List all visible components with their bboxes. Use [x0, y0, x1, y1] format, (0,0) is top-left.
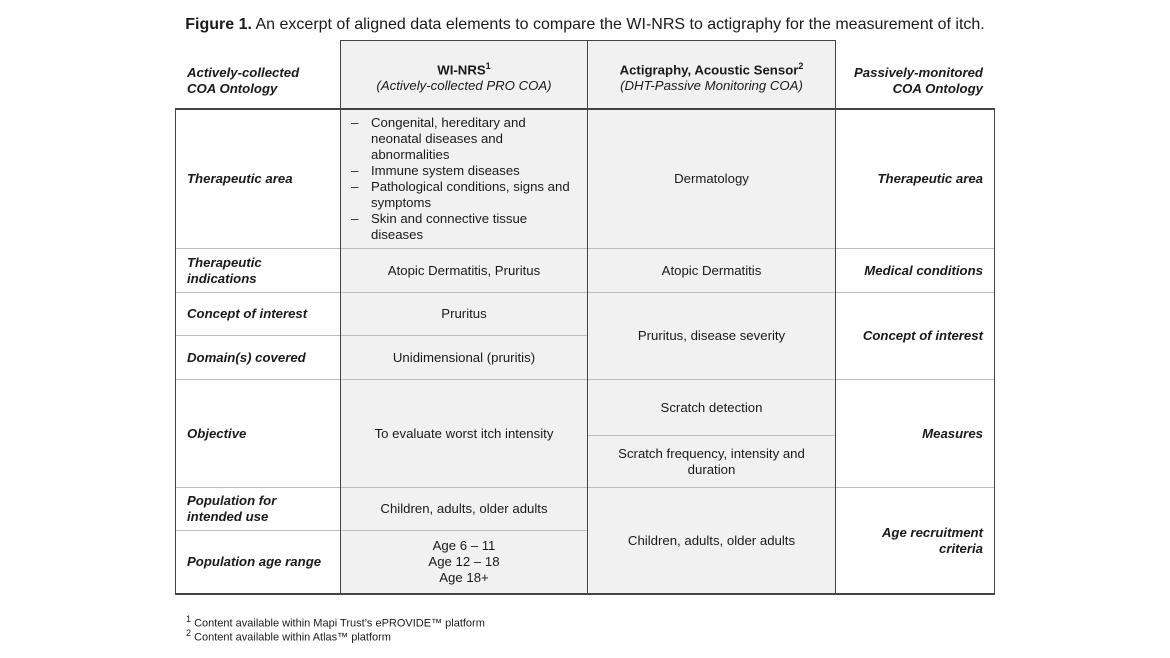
objective-scratch-detection: Scratch detection [660, 399, 763, 415]
wi-nrs-subtitle: (Actively-collected PRO COA) [376, 78, 552, 94]
wi-nrs-footnote-mark: 1 [485, 60, 491, 71]
wi-nrs-title: WI-NRS [437, 62, 486, 78]
population-age-wi-nrs: Age 6 – 11 Age 12 – 18 Age 18+ [428, 538, 500, 585]
figure-caption [0, 16, 1170, 34]
domain-wi-nrs: Unidimensional (pruritis) [392, 349, 536, 365]
left-ontology-header: Actively-collected COA Ontology [187, 65, 300, 96]
right-label-age-recruitment-criteria: Age recruitment criteria [881, 524, 983, 556]
therapeutic-area-actigraphy: Dermatology [674, 171, 749, 186]
population-use-wi-nrs: Children, adults, older adults [380, 501, 548, 516]
comparison-table [175, 40, 995, 595]
right-label-therapeutic-area: Therapeutic area [877, 171, 983, 186]
row-label-therapeutic-area: Therapeutic area [187, 171, 293, 186]
row-label-domains-covered: Domain(s) covered [187, 349, 306, 365]
actigraphy-title: Actigraphy, Acoustic Sensor [619, 62, 799, 78]
objective-wi-nrs: To evaluate worst itch intensity [374, 425, 554, 441]
footnote-1-text: Content available within Mapi Trust’s ePROVIDE™ platform [191, 617, 485, 630]
list-item: – Pathological conditions, signs and symptoms [351, 179, 579, 211]
list-item: – Congenital, hereditary and neonatal diseases and abnormalities [351, 115, 579, 163]
bottom-rule [175, 593, 995, 595]
row-label-therapeutic-indications: Therapeutic indications [187, 254, 262, 286]
row-label-population-age-range: Population age range [187, 554, 322, 569]
wi-nrs-header [341, 40, 587, 108]
caption-text: An excerpt of aligned data elements to compare the WI-NRS to actigraphy for the measurement of itch. [251, 16, 985, 33]
caption-label: Figure 1. [185, 16, 252, 33]
footnote-2 [186, 626, 391, 645]
concept-actigraphy: Pruritus, disease severity [637, 328, 786, 343]
row-label-population-intended-use: Population for intended use [187, 493, 277, 524]
right-ontology-header: Passively-monitored COA Ontology [854, 65, 983, 96]
therapeutic-area-list-cell [341, 110, 587, 248]
actigraphy-header [588, 40, 835, 108]
list-item: – Skin and connective tissue diseases [351, 211, 579, 243]
footnote-1-mark: 1 [186, 614, 192, 624]
therapeutic-area-list [351, 115, 579, 243]
population-actigraphy: Children, adults, older adults [627, 532, 796, 548]
actigraphy-footnote-mark: 2 [798, 60, 804, 71]
right-label-concept-of-interest: Concept of interest [862, 328, 983, 343]
indications-actigraphy: Atopic Dermatitis [661, 262, 762, 278]
row-label-objective: Objective [187, 425, 247, 441]
right-label-measures: Measures [922, 425, 983, 441]
indications-wi-nrs: Atopic Dermatitis, Pruritus [387, 262, 541, 278]
row-label-concept-of-interest: Concept of interest [187, 306, 308, 321]
right-label-medical-conditions: Medical conditions [864, 262, 983, 278]
concept-wi-nrs: Pruritus [441, 306, 487, 321]
actigraphy-subtitle: (DHT-Passive Monitoring COA) [620, 78, 803, 94]
footnote-2-mark: 2 [186, 628, 192, 638]
footnote-2-text: Content available within Atlas™ platform [191, 631, 391, 644]
list-item: – Immune system diseases [351, 163, 579, 179]
objective-scratch-frequency: Scratch frequency, intensity and duration [618, 445, 805, 477]
